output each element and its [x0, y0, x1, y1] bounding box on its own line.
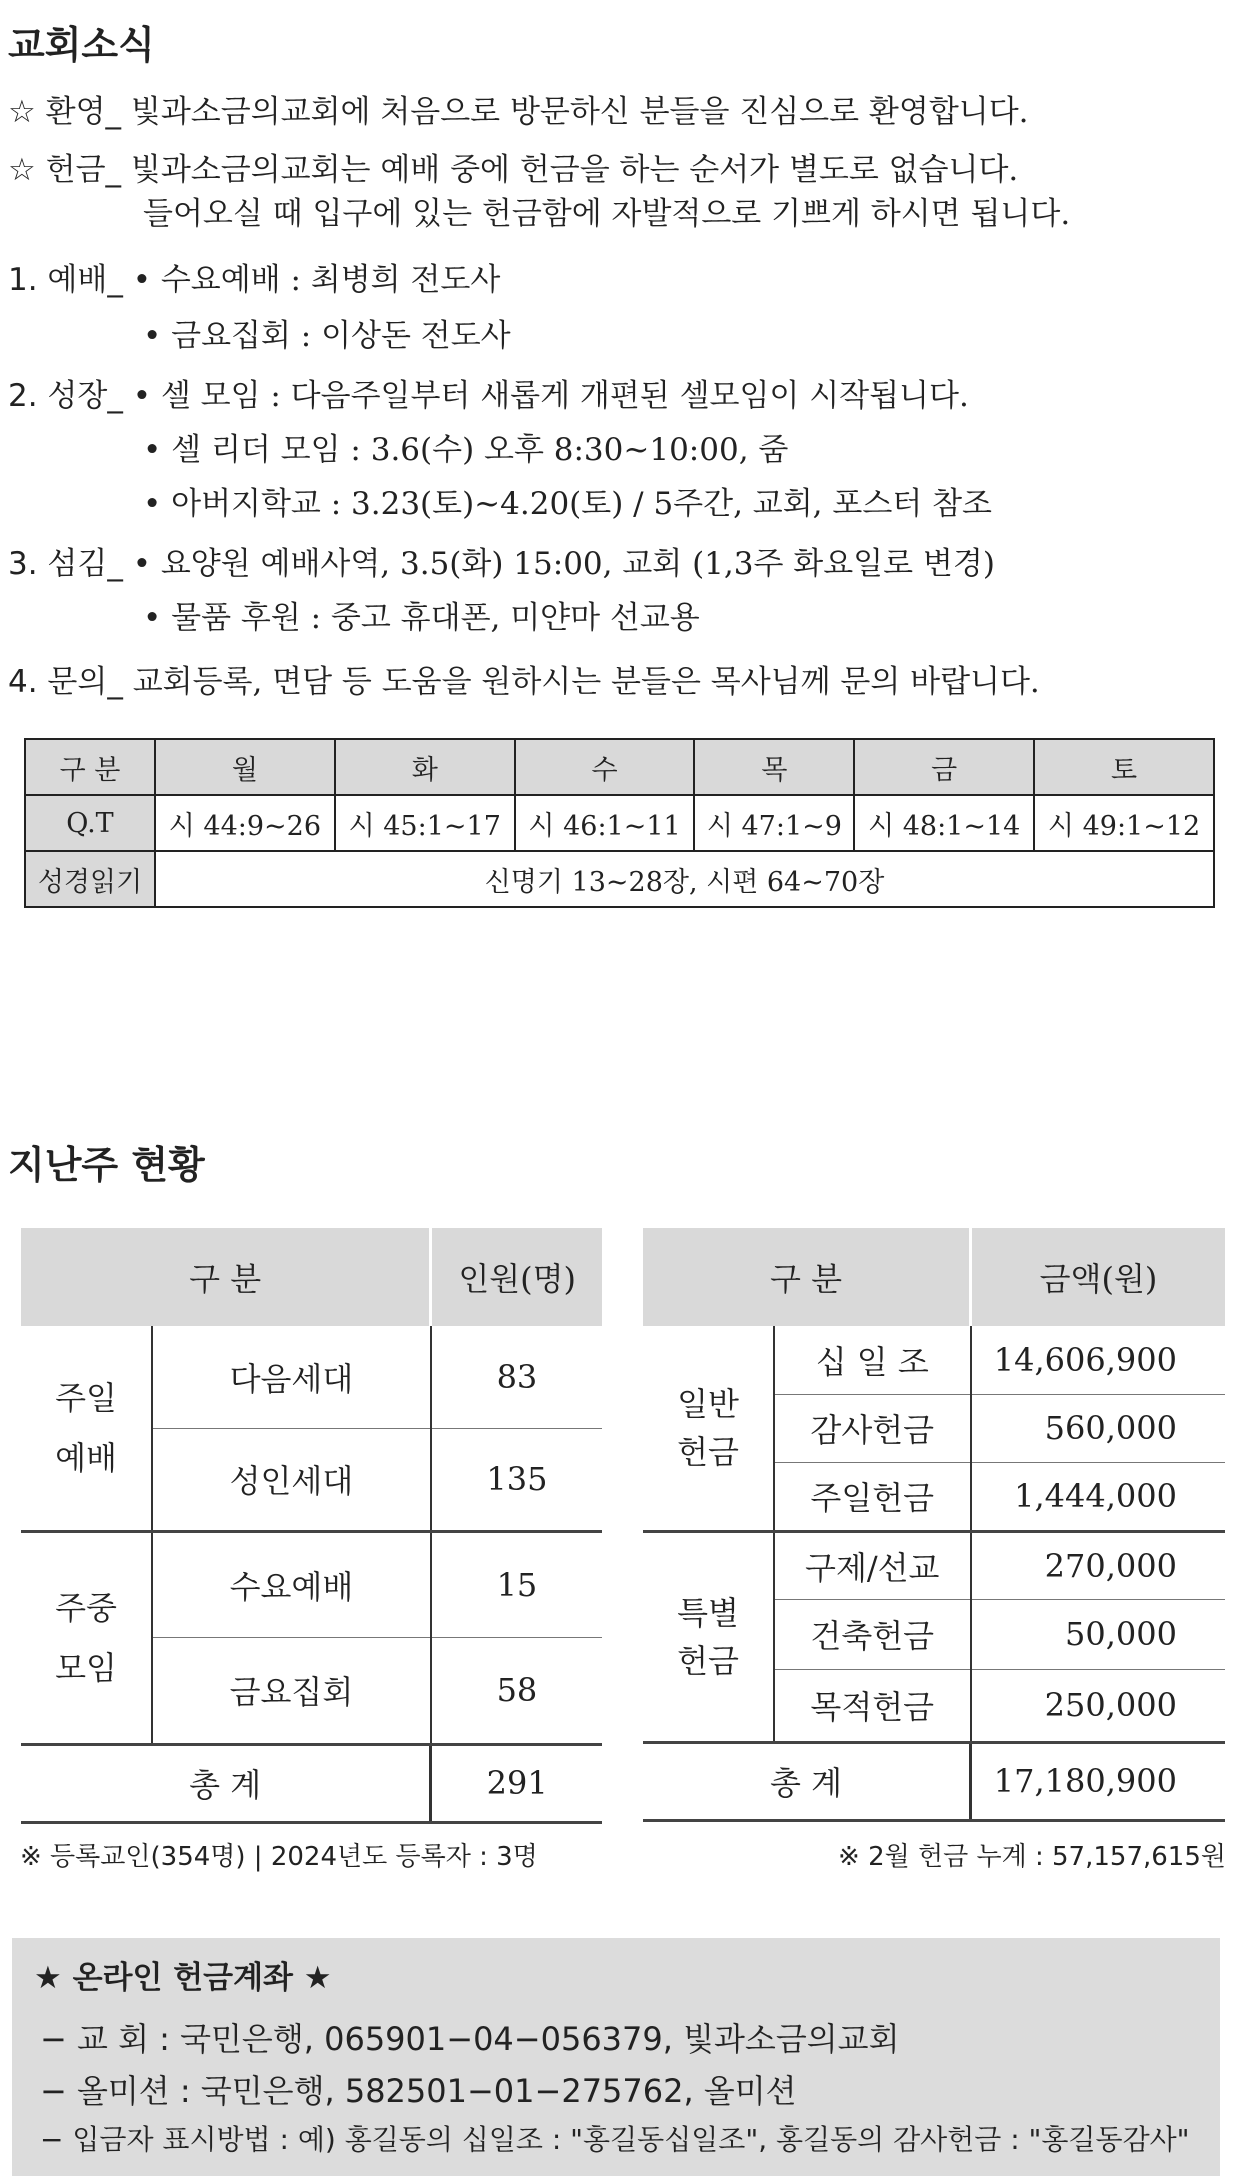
qt-cell: 시 46:1~11: [515, 795, 695, 851]
row-label: 감사헌금: [774, 1394, 971, 1462]
service-item: [8, 542, 995, 586]
account-church: − 교 회 : 국민은행, 065901−04−056379, 빛과소금의교회: [40, 2020, 900, 2058]
reading-header-cell: 수: [515, 739, 695, 795]
row-label: 금요집회: [152, 1637, 431, 1744]
row-value: 58: [431, 1637, 602, 1744]
worship-label: 1. 예배_: [8, 262, 123, 298]
welcome-text: 빛과소금의교회에 처음으로 방문하신 분들을 진심으로 환영합니다.: [130, 94, 1029, 130]
growth-item: [8, 374, 969, 418]
table-row: [643, 1531, 1225, 1599]
row-value: 83: [431, 1326, 602, 1428]
inquiry-item: [8, 660, 1040, 704]
deposit-instructions: − 입금자 표시방법 : 예) 홍길동의 십일조 : "홍길동십일조", 홍길동의 감사헌금 : "홍길동감사": [40, 2123, 1190, 2156]
total-row: [21, 1744, 602, 1822]
offering-line2: 들어오실 때 입구에 있는 헌금함에 자발적으로 기쁘게 하시면 됩니다.: [143, 196, 1071, 232]
total-row: [643, 1742, 1225, 1820]
worship-item: [8, 258, 500, 302]
growth-item-3: • 아버지학교 : 3.23(토)~4.20(토) / 5주간, 교회, 포스터 참조: [143, 486, 992, 522]
table-row: [643, 1326, 1225, 1394]
attendance-header-row: [21, 1228, 602, 1326]
group-weekday: 주중 모임: [21, 1531, 152, 1744]
inquiry-text: 교회등록, 면담 등 도움을 원하시는 분들은 목사님께 문의 바랍니다.: [132, 664, 1040, 700]
row-label: 십 일 조: [774, 1326, 971, 1394]
qt-cell: 시 47:1~9: [694, 795, 854, 851]
service-item-1: • 요양원 예배사역, 3.5(화) 15:00, 교회 (1,3주 화요일로 변경): [132, 546, 995, 582]
members-note: ※ 등록교인(354명) | 2024년도 등록자 : 3명: [20, 1842, 538, 1872]
bible-cell: 신명기 13~28장, 시편 64~70장: [155, 851, 1214, 907]
row-value: 270,000: [971, 1531, 1225, 1599]
growth-item-2: • 셀 리더 모임 : 3.6(수) 오후 8:30~10:00, 줌: [143, 432, 789, 468]
row-label: 건축헌금: [774, 1599, 971, 1669]
growth-label: 2. 성장_: [8, 378, 123, 414]
inquiry-label: 4. 문의_: [8, 664, 123, 700]
finance-header-row: [643, 1228, 1225, 1326]
reading-header-row: [25, 739, 1214, 795]
row-label: 구제/선교: [774, 1531, 971, 1599]
last-week-title: 지난주 현황: [8, 1143, 205, 1187]
table-row: [21, 1531, 602, 1637]
finance-header-amount: 금액(원): [971, 1228, 1225, 1326]
worship-item-1: • 수요예배 : 최병희 전도사: [132, 262, 501, 298]
welcome-notice: [8, 90, 1029, 134]
attendance-header-count: 인원(명): [431, 1228, 602, 1326]
attendance-table: [21, 1228, 602, 1824]
row-label: 목적헌금: [774, 1669, 971, 1742]
monthly-offering-note: ※ 2월 헌금 누계 : 57,157,615원: [838, 1842, 1226, 1872]
reading-header-cell: 화: [335, 739, 515, 795]
row-value: 15: [431, 1531, 602, 1637]
row-label: 성인세대: [152, 1428, 431, 1531]
reading-header-cell: 구 분: [25, 739, 155, 795]
reading-header-cell: 월: [155, 739, 335, 795]
total-value: 17,180,900: [971, 1742, 1225, 1820]
offering-line1: 빛과소금의교회는 예배 중에 헌금을 하는 순서가 별도로 없습니다.: [130, 152, 1019, 188]
qt-cell: 시 48:1~14: [854, 795, 1034, 851]
welcome-label: ☆ 환영_: [8, 94, 122, 130]
row-value: 135: [431, 1428, 602, 1531]
row-value: 50,000: [971, 1599, 1225, 1669]
group-general: 일반 헌금: [643, 1326, 774, 1531]
qt-row: [25, 795, 1214, 851]
row-value: 1,444,000: [971, 1462, 1225, 1531]
total-label: 총 계: [643, 1742, 971, 1820]
attendance-header-category: 구 분: [21, 1228, 431, 1326]
qt-cell: 시 49:1~12: [1034, 795, 1214, 851]
growth-item-1: • 셀 모임 : 다음주일부터 새롭게 개편된 셀모임이 시작됩니다.: [132, 378, 969, 414]
row-label: 다음세대: [152, 1326, 431, 1428]
row-label: 주일헌금: [774, 1462, 971, 1531]
row-value: 14,606,900: [971, 1326, 1225, 1394]
qt-cell: 시 44:9~26: [155, 795, 335, 851]
group-special: 특별 헌금: [643, 1531, 774, 1742]
worship-item-2: • 금요집회 : 이상돈 전도사: [143, 318, 511, 354]
reading-header-cell: 금: [854, 739, 1034, 795]
qt-cell: 시 45:1~17: [335, 795, 515, 851]
reading-header-cell: 토: [1034, 739, 1214, 795]
online-offering-box: [12, 1938, 1220, 2176]
total-label: 총 계: [21, 1744, 431, 1822]
row-value: 250,000: [971, 1669, 1225, 1742]
account-allmission: − 올미션 : 국민은행, 582501−01−275762, 올미션: [40, 2072, 797, 2110]
offering-notice: [8, 148, 1018, 192]
total-value: 291: [431, 1744, 602, 1822]
bible-row: [25, 851, 1214, 907]
service-item-2: • 물품 후원 : 중고 휴대폰, 미얀마 선교용: [143, 600, 700, 636]
row-value: 560,000: [971, 1394, 1225, 1462]
group-sunday: 주일 예배: [21, 1326, 152, 1531]
bible-label: 성경읽기: [25, 851, 155, 907]
table-row: [21, 1326, 602, 1428]
row-label: 수요예배: [152, 1531, 431, 1637]
finance-table: [643, 1228, 1225, 1822]
finance-header-category: 구 분: [643, 1228, 971, 1326]
news-title: 교회소식: [8, 23, 155, 67]
reading-header-cell: 목: [694, 739, 854, 795]
reading-table: [24, 738, 1215, 908]
online-title: ★ 온라인 헌금계좌 ★: [34, 1960, 332, 1996]
service-label: 3. 섬김_: [8, 546, 123, 582]
qt-label: Q.T: [25, 795, 155, 851]
offering-label: ☆ 헌금_: [8, 152, 122, 188]
